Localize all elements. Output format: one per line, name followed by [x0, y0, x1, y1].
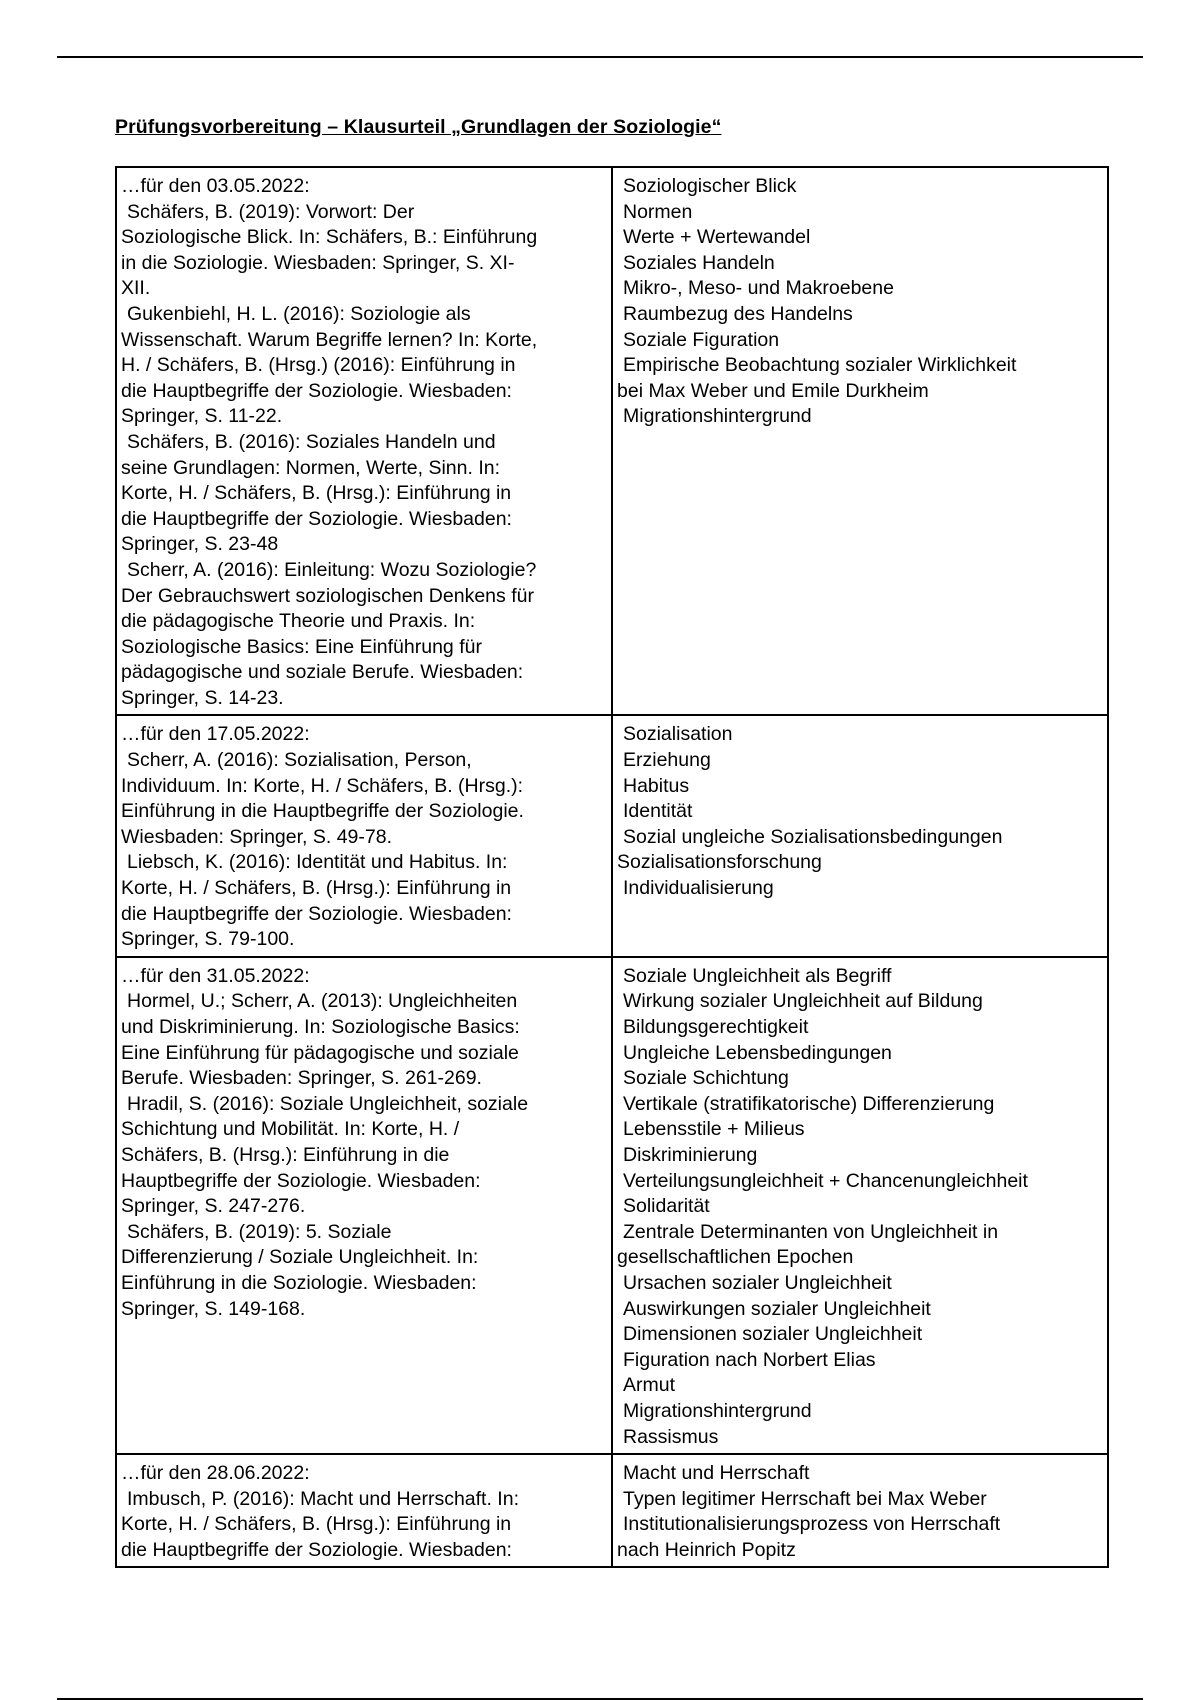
reference-line: Schäfers, B. (Hrsg.): Einführung in die	[121, 1143, 450, 1166]
readings-cell	[116, 715, 612, 956]
reference-line: und Diskriminierung. In: Soziologische Basics:	[121, 1016, 520, 1038]
topic-item: Sozial ungleiche Sozialisationsbedingungen	[623, 825, 1003, 848]
topic-item: Empirische Beobachtung sozialer Wirklichkeit	[623, 354, 1017, 377]
topic-item: Wirkung sozialer Ungleichheit auf Bildung	[623, 990, 983, 1013]
topic-item: Ursachen sozialer Ungleichheit	[623, 1271, 892, 1294]
reference-line: H. / Schäfers, B. (Hrsg.) (2016): Einführung in	[121, 354, 516, 377]
header-rule	[57, 56, 1143, 58]
reference-line: Springer, S. 23-48	[121, 533, 279, 556]
reference-line: Hradil, S. (2016): Soziale Ungleichheit, soziale	[127, 1092, 529, 1115]
reference-line: Liebsch, K. (2016): Identität und Habitus. In:	[127, 851, 508, 874]
reference-line: Soziologische Basics: Eine Einführung für	[121, 635, 482, 658]
reference-line: Springer, S. 11-22.	[121, 405, 283, 428]
session-row	[116, 957, 1108, 1454]
topic-item: gesellschaftlichen Epochen	[617, 1246, 854, 1269]
topic-item: Soziale Ungleichheit als Begriff	[623, 964, 892, 987]
topic-item: Identität	[623, 800, 693, 823]
topic-item: Sozialisationsforschung	[617, 851, 822, 874]
topic-item: Bildungsgerechtigkeit	[623, 1016, 809, 1038]
reference-line: Gukenbiehl, H. L. (2016): Soziologie als	[127, 302, 471, 325]
session-row	[116, 167, 1108, 715]
topic-item: Erziehung	[623, 749, 711, 772]
reference-line: Einführung in die Hauptbegriffe der Soziologie.	[121, 800, 524, 823]
reference-line: Hauptbegriffe der Soziologie. Wiesbaden:	[121, 1169, 481, 1192]
reference-line: Eine Einführung für pädagogische und soziale	[121, 1041, 519, 1064]
readings-cell	[116, 167, 612, 715]
reference-line: Schäfers, B. (2019): Vorwort: Der	[127, 200, 415, 223]
topic-item: Macht und Herrschaft	[623, 1462, 810, 1485]
session-row	[116, 715, 1108, 956]
reference-line: Springer, S. 79-100.	[121, 928, 295, 951]
topic-item: Individualisierung	[623, 877, 774, 900]
session-date: …für den 03.05.2022:	[121, 175, 310, 197]
topic-item: Migrationshintergrund	[623, 1399, 812, 1422]
reference-line: seine Grundlagen: Normen, Werte, Sinn. In:	[121, 456, 501, 479]
reference-line: Springer, S. 14-23.	[121, 686, 284, 709]
topic-item: Migrationshintergrund	[623, 405, 812, 428]
reference-line: Der Gebrauchswert soziologischen Denkens für	[121, 584, 534, 607]
reference-line: Springer, S. 247-276.	[121, 1195, 306, 1218]
reference-line: die Hauptbegriffe der Soziologie. Wiesbaden:	[121, 507, 512, 530]
reference-line: XII.	[121, 277, 151, 300]
reference-line: in die Soziologie. Wiesbaden: Springer, S. XI-	[121, 251, 515, 274]
reference-line: Wiesbaden: Springer, S. 49-78.	[121, 825, 392, 848]
reference-line: Korte, H. / Schäfers, B. (Hrsg.): Einführung in	[121, 1513, 512, 1536]
reference-line: Soziologische Blick. In: Schäfers, B.: Einführung	[121, 226, 538, 249]
topic-item: Armut	[623, 1374, 676, 1397]
reference-line: Individuum. In: Korte, H. / Schäfers, B. (Hrsg.):	[121, 774, 524, 797]
reference-line: Scherr, A. (2016): Sozialisation, Person,	[127, 749, 472, 772]
readings-cell	[116, 957, 612, 1454]
topics-cell	[612, 957, 1108, 1454]
reference-line: Wissenschaft. Warum Begriffe lernen? In: Korte,	[121, 328, 538, 351]
reference-line: Schäfers, B. (2016): Soziales Handeln und	[127, 430, 496, 453]
reference-line: Berufe. Wiesbaden: Springer, S. 261-269.	[121, 1067, 482, 1090]
reference-line: Hormel, U.; Scherr, A. (2013): Ungleichheiten	[127, 990, 518, 1013]
topic-item: nach Heinrich Popitz	[617, 1538, 796, 1561]
topic-item: Mikro-, Meso- und Makroebene	[623, 277, 894, 300]
topic-item: Verteilungsungleichheit + Chancenungleichheit	[623, 1169, 1028, 1192]
session-row	[116, 1454, 1108, 1567]
topic-item: Soziales Handeln	[623, 251, 775, 274]
reference-line: Schichtung und Mobilität. In: Korte, H. /	[121, 1118, 460, 1141]
topic-item: Ungleiche Lebensbedingungen	[623, 1041, 892, 1064]
topic-item: Solidarität	[623, 1195, 710, 1218]
session-date: …für den 17.05.2022:	[121, 723, 310, 746]
syllabus-table-body	[116, 167, 1108, 1567]
topic-item: Diskriminierung	[623, 1143, 758, 1166]
reference-line: Scherr, A. (2016): Einleitung: Wozu Soziologie?	[127, 558, 537, 581]
topic-item: Raumbezug des Handelns	[623, 302, 853, 325]
topic-item: Dimensionen sozialer Ungleichheit	[623, 1323, 923, 1346]
topics-cell	[612, 1454, 1108, 1567]
reference-line: Schäfers, B. (2019): 5. Soziale	[127, 1220, 392, 1243]
topic-item: Sozialisation	[623, 723, 733, 746]
reference-line: pädagogische und soziale Berufe. Wiesbaden:	[121, 661, 524, 684]
topic-item: Zentrale Determinanten von Ungleichheit in	[623, 1220, 999, 1243]
topic-item: Soziale Schichtung	[623, 1067, 789, 1090]
topic-item: Auswirkungen sozialer Ungleichheit	[623, 1297, 931, 1320]
topic-item: bei Max Weber und Emile Durkheim	[617, 379, 929, 402]
reference-line: die Hauptbegriffe der Soziologie. Wiesbaden:	[121, 902, 512, 925]
topic-item: Institutionalisierungsprozess von Herrschaft	[623, 1513, 1001, 1536]
topics-cell	[612, 167, 1108, 715]
topic-item: Soziologischer Blick	[623, 175, 797, 197]
reference-line: die Hauptbegriffe der Soziologie. Wiesbaden:	[121, 379, 512, 402]
topic-item: Figuration nach Norbert Elias	[623, 1348, 876, 1371]
topic-item: Habitus	[623, 774, 690, 797]
topic-item: Rassismus	[623, 1425, 719, 1448]
topic-item: Soziale Figuration	[623, 328, 780, 351]
reference-line: Springer, S. 149-168.	[121, 1297, 306, 1320]
topic-item: Vertikale (stratifikatorische) Differenzierung	[623, 1092, 995, 1115]
reference-line: die Hauptbegriffe der Soziologie. Wiesbaden:	[121, 1538, 512, 1561]
topic-item: Werte + Wertewandel	[623, 226, 811, 249]
reference-line: die pädagogische Theorie und Praxis. In:	[121, 610, 476, 633]
reference-line: Imbusch, P. (2016): Macht und Herrschaft. In:	[127, 1487, 519, 1510]
reference-line: Korte, H. / Schäfers, B. (Hrsg.): Einführung in	[121, 482, 512, 505]
topic-item: Normen	[623, 200, 693, 223]
session-date: …für den 28.06.2022:	[121, 1462, 310, 1485]
topics-cell	[612, 715, 1108, 956]
readings-cell	[116, 1454, 612, 1567]
reference-line: Einführung in die Soziologie. Wiesbaden:	[121, 1271, 477, 1294]
reference-line: Differenzierung / Soziale Ungleichheit. In:	[121, 1246, 479, 1269]
session-date: …für den 31.05.2022:	[121, 964, 310, 987]
document-title: Prüfungsvorbereitung – Klausurteil „Grundlagen der Soziologie“	[115, 116, 722, 138]
topic-item: Lebensstile + Milieus	[623, 1118, 805, 1141]
reference-line: Korte, H. / Schäfers, B. (Hrsg.): Einführung in	[121, 877, 512, 900]
syllabus-table	[115, 166, 1109, 1568]
topic-item: Typen legitimer Herrschaft bei Max Weber	[623, 1487, 987, 1510]
